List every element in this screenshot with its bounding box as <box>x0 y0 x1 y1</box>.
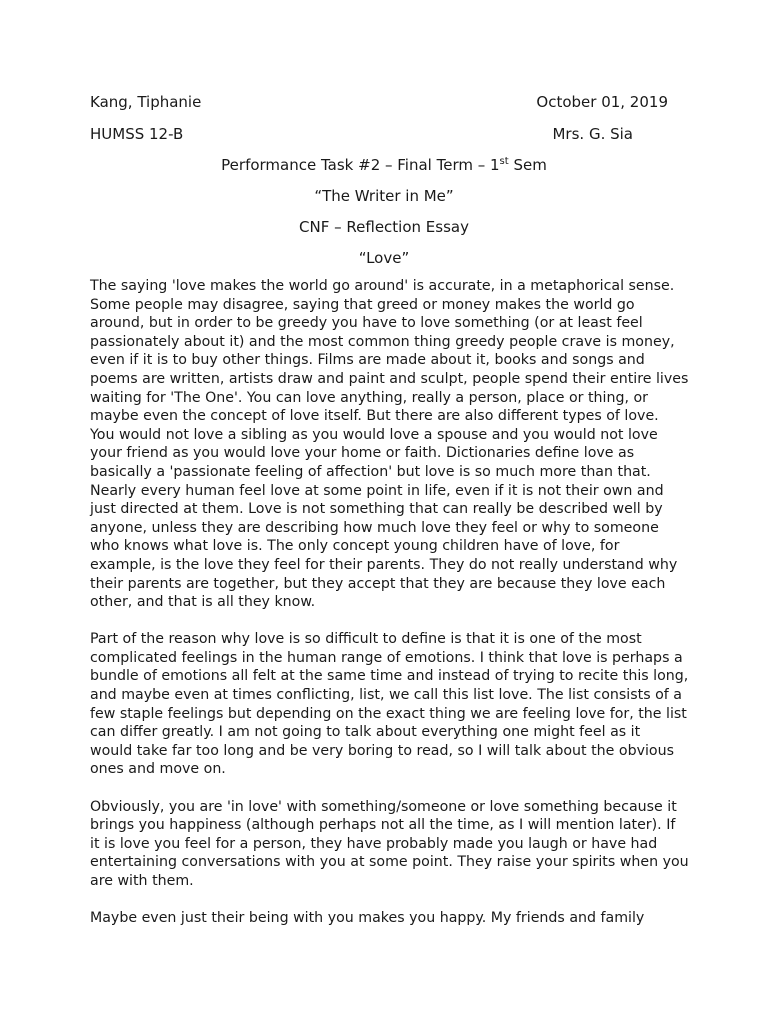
text-line: Nearly every human feel love at some point in life, even if it is not their own and <box>90 482 664 499</box>
text-line: even if it is to buy other things. Films are made about it, books and songs and <box>90 352 645 369</box>
text-line: maybe even the concept of love itself. But there are also different types of love. <box>90 408 659 425</box>
text-line: would take far too long and be very boring to read, so I will talk about the obvious <box>90 742 674 759</box>
text-line: and maybe even at times conflicting, list, we call this list love. The list consists of a <box>90 687 682 704</box>
text-line: other, and that is all they know. <box>90 594 316 611</box>
essay-body <box>90 277 690 946</box>
text-line: it is love you feel for a person, they have probably made you laugh or have had <box>90 835 658 852</box>
text-line: passionately about it) and the most common thing greedy people crave is money, <box>90 333 675 350</box>
text-line: their parents are together, but they accept that they are because they love each <box>90 575 666 592</box>
text-line: brings you happiness (although perhaps not all the time, as I will mention later). If <box>90 817 676 834</box>
text-line: who knows what love is. The only concept young children have of love, for <box>90 538 620 555</box>
text-line: You would not love a sibling as you would love a spouse and you would not love <box>90 426 658 443</box>
text-line: your friend as you would love your home or faith. Dictionaries define love as <box>90 445 635 462</box>
author-name: Kang, Tiphanie <box>90 93 202 111</box>
class-section: HUMSS 12-B <box>90 125 184 143</box>
text-line: basically a 'passionate feeling of affection' but love is so much more than that. <box>90 463 651 480</box>
text-line: few staple feelings but depending on the exact thing we are feeling love for, the list <box>90 705 687 722</box>
essay-paragraph <box>90 630 690 779</box>
essay-paragraph <box>90 798 690 891</box>
text-line: ones and move on. <box>90 761 226 778</box>
essay-date: October 01, 2019 <box>536 93 668 111</box>
text-line: example, is the love they feel for their parents. They do not really understand why <box>90 556 678 573</box>
teacher-name: Mrs. G. Sia <box>552 125 633 143</box>
text-line: complicated feelings in the human range of emotions. I think that love is perhaps a <box>90 649 683 666</box>
essay-type: CNF – Reflection Essay <box>299 218 469 236</box>
task-title: Performance Task #2 – Final Term – 1st Sem <box>221 156 547 174</box>
text-line: are with them. <box>90 873 194 889</box>
text-line: Part of the reason why love is so difficult to define is that it is one of the most <box>90 631 642 648</box>
text-line: Maybe even just their being with you makes you happy. My friends and family <box>90 910 645 927</box>
essay-paragraph <box>90 277 690 612</box>
essay-paragraph <box>90 909 690 928</box>
text-line: around, but in order to be greedy you have to love something (or at least feel <box>90 315 643 332</box>
text-line: Some people may disagree, saying that greed or money makes the world go <box>90 296 635 313</box>
text-line: bundle of emotions all felt at the same time and instead of trying to recite this long, <box>90 668 689 685</box>
text-line: waiting for 'The One'. You can love anything, really a person, place or thing, or <box>90 389 649 406</box>
text-line: Obviously, you are 'in love' with something/someone or love something because it <box>90 798 677 815</box>
subtitle: “The Writer in Me” <box>314 187 454 205</box>
text-line: just directed at them. Love is not something that can really be described well by <box>90 501 663 518</box>
essay-title: “Love” <box>358 249 410 267</box>
text-line: can differ greatly. I am not going to talk about everything one might feel as it <box>90 724 641 741</box>
text-line: poems are written, artists draw and paint and sculpt, people spend their entire lives <box>90 370 689 387</box>
text-line: anyone, unless they are describing how much love they feel or why to someone <box>90 519 659 536</box>
text-line: The saying 'love makes the world go around' is accurate, in a metaphorical sense. <box>90 278 675 294</box>
text-line: entertaining conversations with you at some point. They raise your spirits when you <box>90 854 689 871</box>
